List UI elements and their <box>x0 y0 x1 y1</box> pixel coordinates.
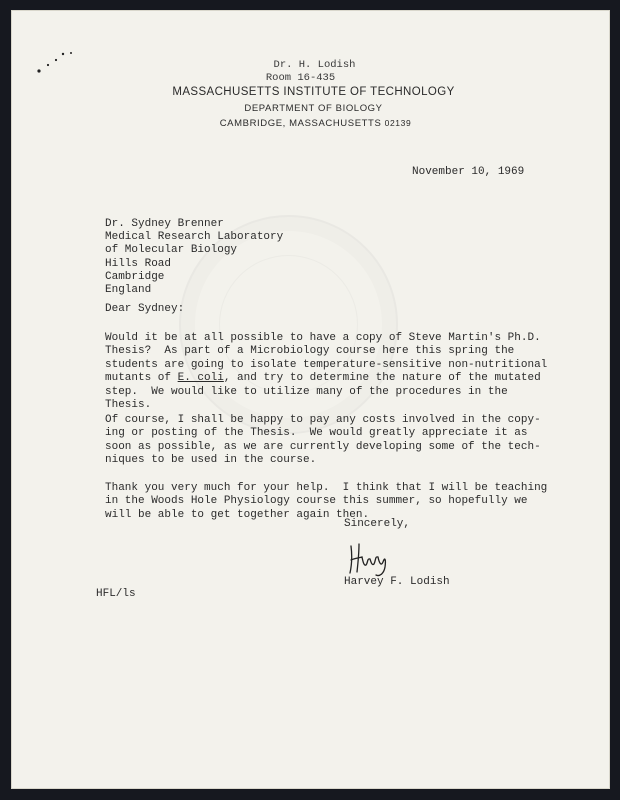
body-line <box>105 372 547 385</box>
body-paragraph-1 <box>105 332 547 412</box>
handwritten-signature <box>345 540 405 578</box>
body-line: will be able to get together again then. <box>105 508 370 521</box>
letter-page <box>11 10 610 789</box>
body-line: in the Woods Hole Physiology course this summer, so hopefully we <box>105 495 528 508</box>
body-paragraph-2 <box>105 414 541 468</box>
species-name: E. coli <box>177 372 224 385</box>
letterhead-address <box>16 118 615 129</box>
body-line: students are going to isolate temperature-sensitive non-nutritional <box>105 358 548 371</box>
letterhead-room: Room 16-435 <box>265 72 336 84</box>
body-text: , and try to determine the nature of the mutated <box>223 372 541 385</box>
body-line: step. We would like to utilize many of the procedures in the <box>105 385 508 398</box>
letterhead-zip: 02139 <box>384 118 412 128</box>
address-line: Dr. Sydney Brenner <box>105 218 224 230</box>
body-paragraph-3 <box>105 482 547 522</box>
body-line: soon as possible, as we are currently developing some of the tech- <box>105 440 541 453</box>
salutation: Dear Sydney: <box>105 303 185 315</box>
body-line: Would it be at all possible to have a copy of Steve Martin's Ph.D. <box>105 332 541 344</box>
letter-date: November 10, 1969 <box>412 166 525 178</box>
body-line: niques to be used in the course. <box>105 454 317 467</box>
body-line: Thesis? As part of a Microbiology course here this spring the <box>105 345 515 358</box>
address-line: Medical Research Laboratory <box>105 231 284 244</box>
letterhead-institution: MASSACHUSETTS INSTITUTE OF TECHNOLOGY <box>172 86 455 98</box>
letterhead-city: CAMBRIDGE, MASSACHUSETTS <box>219 118 382 129</box>
address-line: Cambridge <box>105 270 165 283</box>
body-text: mutants of <box>105 372 178 385</box>
letterhead-department: DEPARTMENT OF BIOLOGY <box>244 103 383 114</box>
address-line: Hills Road <box>105 257 172 270</box>
signer-name: Harvey F. Lodish <box>344 576 450 588</box>
body-line: Thesis. <box>105 399 152 412</box>
body-line: ing or posting of the Thesis. We would greatly appreciate it as <box>105 427 528 440</box>
body-line: Thank you very much for your help. I think that I will be teaching <box>105 482 548 494</box>
closing: Sincerely, <box>344 518 411 530</box>
address-line: England <box>105 284 152 297</box>
recipient-address <box>105 218 283 297</box>
letterhead-name: Dr. H. Lodish <box>273 59 356 71</box>
body-line: Of course, I shall be happy to pay any costs involved in the copy- <box>105 414 541 426</box>
typist-initials: HFL/ls <box>96 588 136 600</box>
address-line: of Molecular Biology <box>105 244 238 257</box>
